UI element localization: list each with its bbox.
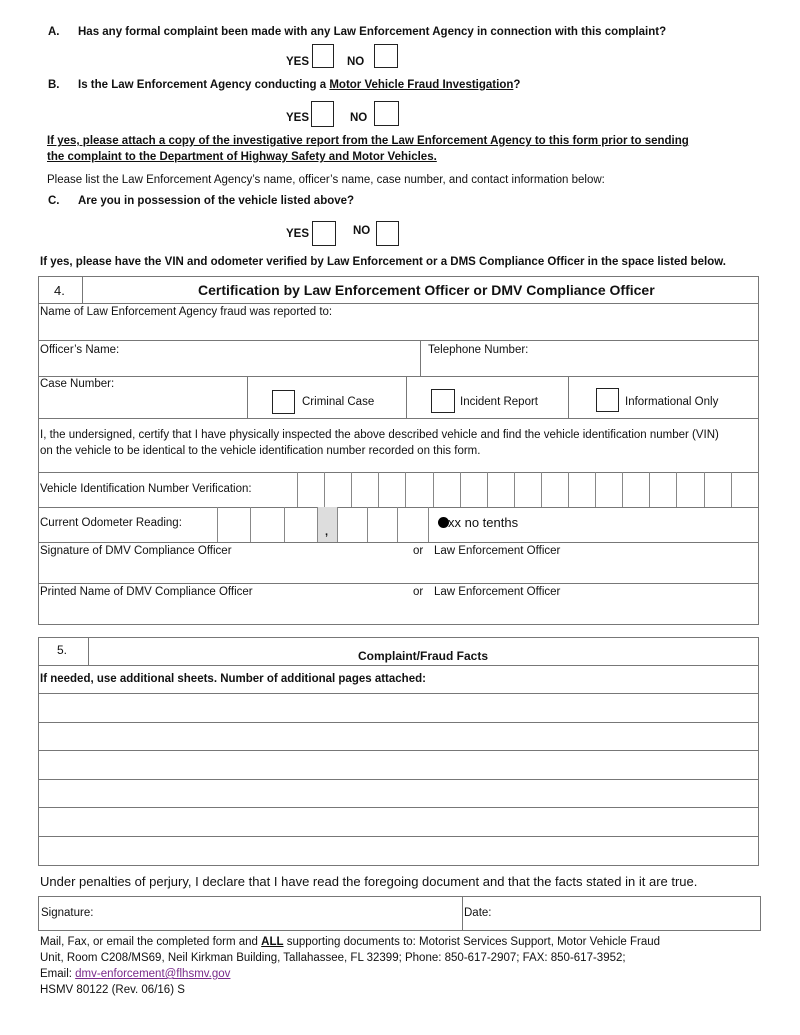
section-5-table: [38, 637, 759, 866]
no-tenths-note: xx no tenths: [448, 515, 519, 530]
fact-line[interactable]: [38, 807, 758, 808]
question-b-text: [78, 79, 520, 91]
vin-character-cell[interactable]: [297, 472, 325, 507]
odometer-label: Current Odometer Reading:: [40, 517, 182, 529]
vin-character-cell[interactable]: [622, 472, 650, 507]
question-b-letter: B.: [48, 79, 60, 91]
odometer-digit-cell[interactable]: [397, 507, 428, 542]
question-b-text-pre: Is the Law Enforcement Agency conducting a: [78, 79, 330, 91]
question-c-yes-label: YES: [286, 228, 310, 240]
attach-note-line1: If yes, please attach a copy of the investigative report from the Law Enforcement Agency to this form prior to sending: [47, 135, 689, 147]
question-c-letter: C.: [48, 195, 60, 207]
dmv-printed-name-label: Printed Name of DMV Compliance Officer: [40, 586, 253, 598]
informational-only-label: Informational Only: [625, 396, 719, 408]
question-c-no-checkbox[interactable]: [376, 221, 399, 246]
email-link[interactable]: dmv-enforcement@flhsmv.gov: [75, 968, 231, 980]
section-4-title: Certification by Law Enforcement Officer or DMV Compliance Officer: [198, 282, 655, 298]
vin-character-cell[interactable]: [405, 472, 433, 507]
vin-character-cell[interactable]: [514, 472, 542, 507]
additional-sheets-note: If needed, use additional sheets. Number of additional pages attached:: [40, 673, 426, 685]
section-5-title: Complaint/Fraud Facts: [358, 649, 489, 663]
signature-box[interactable]: [38, 896, 761, 931]
footer-email-line: [40, 968, 230, 980]
fact-line[interactable]: [38, 750, 758, 751]
vin-character-cell[interactable]: [568, 472, 596, 507]
footer-line1: [40, 936, 660, 948]
signature-label: Signature:: [41, 907, 94, 919]
or-label: or: [413, 586, 424, 598]
question-a-no-label: NO: [347, 56, 365, 68]
vin-character-cell[interactable]: [487, 472, 515, 507]
vin-label: Vehicle Identification Number Verification:: [40, 483, 252, 495]
odometer-digit-cell[interactable]: [428, 507, 459, 542]
form-id: HSMV 80122 (Rev. 06/16) S: [40, 984, 185, 996]
incident-report-checkbox[interactable]: [431, 389, 455, 413]
question-a-no-checkbox[interactable]: [374, 44, 398, 68]
vin-character-cell[interactable]: [731, 472, 759, 507]
question-a-letter: A.: [48, 26, 60, 38]
question-b-yes-label: YES: [286, 112, 310, 124]
footer-line1-pre: Mail, Fax, or email the completed form and: [40, 936, 262, 948]
question-a-yes-checkbox[interactable]: [312, 44, 334, 68]
fact-line[interactable]: [38, 779, 758, 780]
odometer-digit-cell[interactable]: [367, 507, 398, 542]
fact-line[interactable]: [38, 836, 758, 837]
criminal-case-checkbox[interactable]: [272, 390, 295, 414]
question-a-yes-label: YES: [286, 56, 310, 68]
telephone-label: Telephone Number:: [428, 344, 529, 356]
list-note: Please list the Law Enforcement Agency’s name, officer’s name, case number, and contact information below:: [47, 174, 605, 186]
footer-line1-post: supporting documents to: Motorist Services Support, Motor Vehicle Fraud: [283, 936, 661, 948]
certify-line2: on the vehicle to be identical to the vehicle identification number recorded on this form.: [40, 445, 481, 457]
footer-line2: Unit, Room C208/MS69, Neil Kirkman Building, Tallahassee, FL 32399; Phone: 850-617-2907; FAX: 850-617-3952;: [40, 952, 626, 964]
case-number-label: Case Number:: [40, 378, 115, 390]
fact-line[interactable]: [38, 693, 758, 694]
vin-character-cell[interactable]: [649, 472, 677, 507]
fact-line[interactable]: [38, 722, 758, 723]
vin-character-cell[interactable]: [676, 472, 704, 507]
date-label: Date:: [464, 907, 492, 919]
certify-line1: I, the undersigned, certify that I have physically inspected the above described vehicle and find the vehicle identification number (VIN): [40, 429, 719, 441]
odometer-digit-cell[interactable]: [337, 507, 368, 542]
question-c-no-label: NO: [353, 225, 371, 237]
vin-character-cell[interactable]: [324, 472, 352, 507]
informational-only-checkbox[interactable]: [596, 388, 619, 412]
agency-label: Name of Law Enforcement Agency fraud was reported to:: [40, 306, 333, 318]
leo-printed-name-label: Law Enforcement Officer: [434, 586, 561, 598]
section-4-number: 4.: [54, 283, 65, 298]
email-label: Email:: [40, 968, 76, 980]
attach-note-line2: the complaint to the Department of Highway Safety and Motor Vehicles.: [47, 151, 437, 163]
question-c-yes-checkbox[interactable]: [312, 221, 336, 246]
perjury-statement: Under penalties of perjury, I declare that I have read the foregoing document and that the facts stated in it are true.: [40, 874, 698, 889]
vin-character-cell[interactable]: [541, 472, 569, 507]
vin-character-cell[interactable]: [433, 472, 461, 507]
section-5-number: 5.: [57, 643, 68, 657]
vin-character-cell[interactable]: [460, 472, 488, 507]
question-b-no-checkbox[interactable]: [374, 101, 399, 126]
question-b-underlined: Motor Vehicle Fraud Investigation: [329, 79, 514, 91]
question-c-text: Are you in possession of the vehicle listed above?: [78, 195, 355, 207]
question-b-text-post: ?: [513, 79, 521, 91]
question-a-text: Has any formal complaint been made with any Law Enforcement Agency in connection with this complaint?: [78, 26, 667, 38]
incident-report-label: Incident Report: [460, 396, 538, 408]
vin-character-cell[interactable]: [595, 472, 623, 507]
question-b-no-label: NO: [350, 112, 368, 124]
vin-character-cell[interactable]: [378, 472, 406, 507]
vin-character-cell[interactable]: [704, 472, 732, 507]
odometer-digit-cell[interactable]: [217, 507, 248, 542]
footer-all-emphasis: ALL: [261, 936, 284, 948]
dmv-signature-label: Signature of DMV Compliance Officer: [40, 545, 232, 557]
question-b-yes-checkbox[interactable]: [311, 101, 334, 127]
leo-signature-label: Law Enforcement Officer: [434, 545, 561, 557]
criminal-case-label: Criminal Case: [302, 396, 375, 408]
odometer-comma: ,: [325, 526, 329, 538]
officer-name-label: Officer’s Name:: [40, 344, 120, 356]
or-label: or: [413, 545, 424, 557]
vin-character-cell[interactable]: [351, 472, 379, 507]
odometer-digit-cell[interactable]: [250, 507, 281, 542]
odometer-digit-cell[interactable]: [284, 507, 315, 542]
vin-note: If yes, please have the VIN and odometer verified by Law Enforcement or a DMS Compliance Officer in the space listed below.: [40, 256, 726, 268]
